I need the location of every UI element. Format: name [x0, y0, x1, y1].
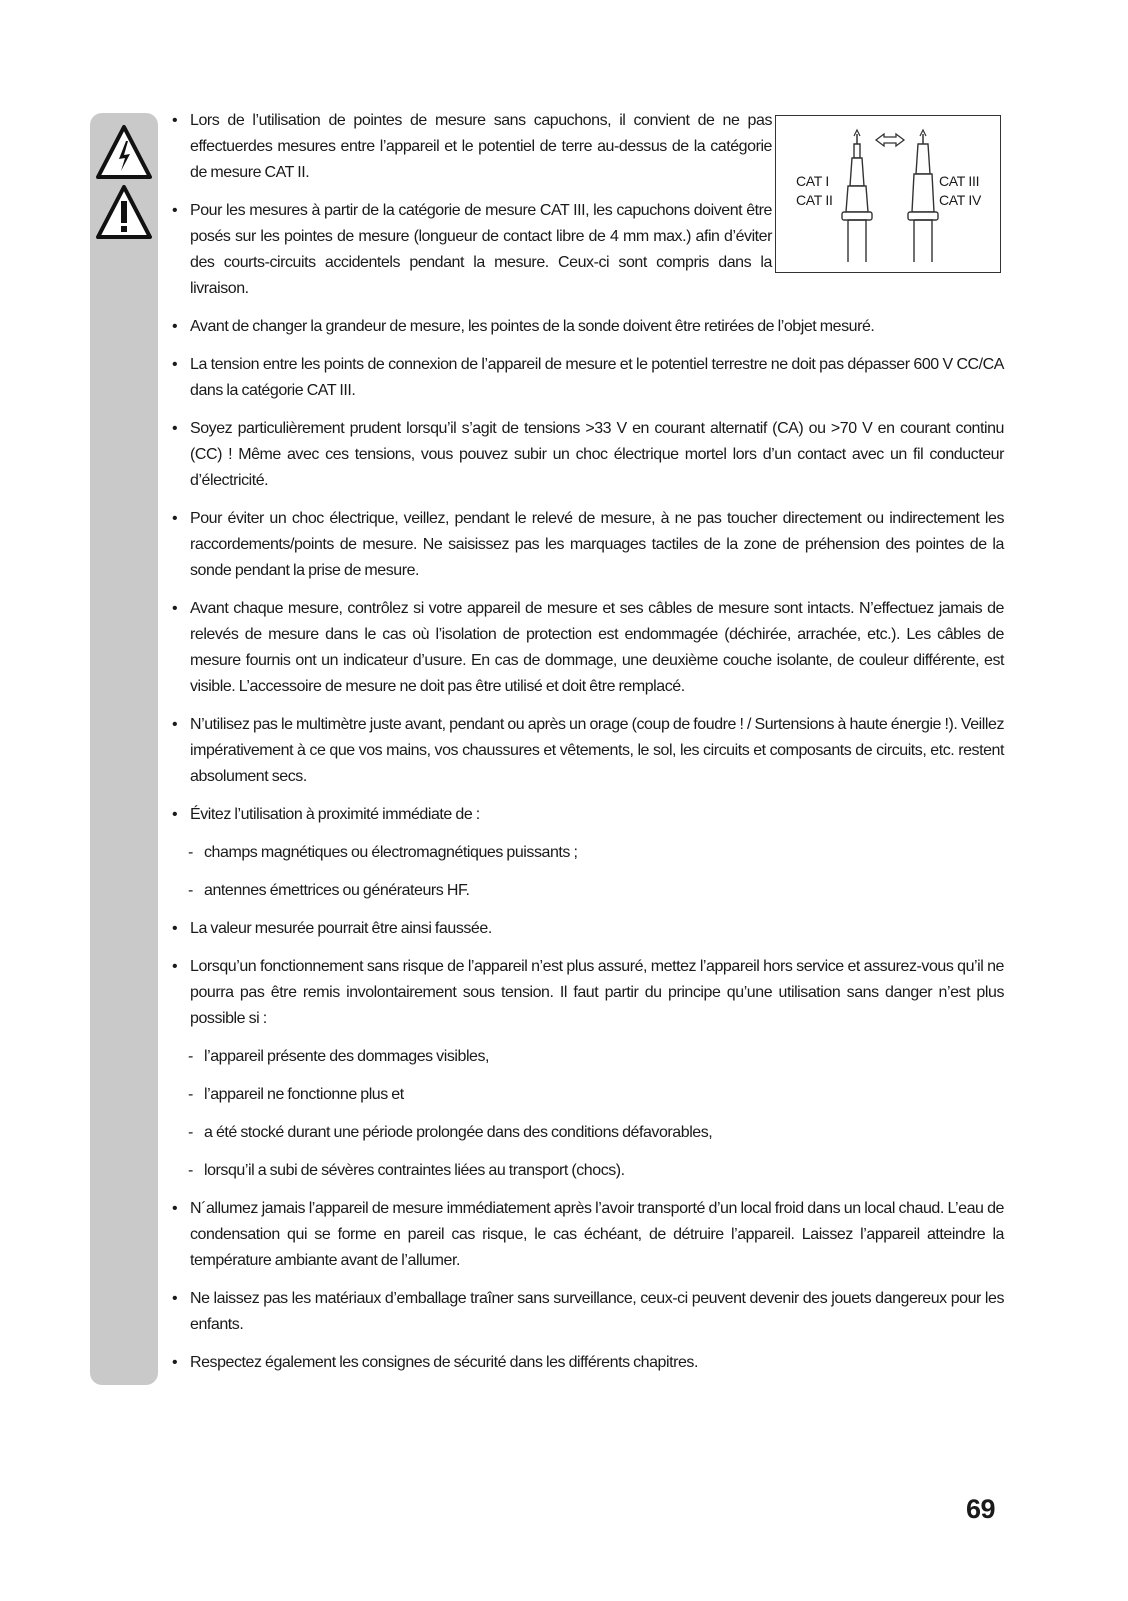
- page-number: 69: [966, 1494, 996, 1524]
- cat-2-label: CAT II: [796, 192, 833, 208]
- sub-list-item: - champs magnétiques ou électromagnétiques puissants ;: [188, 844, 578, 861]
- list-item: • Pour éviter un choc électrique, veillez, pendant le relevé de mesure, à ne pas toucher directement ou indirectement les raccordements/points de mesure. Ne saisissez pas les marquages tactiles de la zone de préhension des pointes de la sonde pendant la prise de mesure.: [172, 510, 1004, 579]
- cat-4-label: CAT IV: [939, 192, 982, 208]
- electric-hazard-icon: [94, 123, 154, 185]
- list-item: • N´allumez jamais l’appareil de mesure immédiatement après l’avoir transporté d’un local froid dans un local chaud. L’eau de condensation qui se forme en pareil cas risque, le cas échéant, de détruire l’appareil. Laissez l’appareil atteindre la température ambiante avant de l’allumer.: [172, 1200, 1004, 1269]
- list-item: • Évitez l’utilisation à proximité immédiate de :: [172, 806, 480, 823]
- list-item: • Avant chaque mesure, contrôlez si votre appareil de mesure et ses câbles de mesure sont intacts. N’effectuez jamais de relevés de mesure dans le cas où l’isolation de protection est endommagée (déchirée, arrachée, etc.). Les câbles de mesure fournis ont un indicateur d’usure. En cas de dommage, une deuxième couche isolante, de couleur différente, est visible. L’accessoire de mesure ne doit pas être utilisé et doit être remplacé.: [172, 600, 1004, 695]
- sub-list-item: - antennes émettrices ou générateurs HF.: [188, 882, 470, 899]
- sub-list-item: - lorsqu’il a subi de sévères contraintes liées au transport (chocs).: [188, 1162, 625, 1179]
- list-item: • Avant de changer la grandeur de mesure, les pointes de la sonde doivent être retirées de l’objet mesuré.: [172, 318, 875, 335]
- warning-sidebar: [90, 113, 158, 1385]
- list-item: • Pour les mesures à partir de la catégorie de mesure CAT III, les capuchons doivent être posés sur les pointes de mesure (longueur de contact libre de 4 mm max.) afin d’éviter des courts-circuits accidentels pendant la mesure. Ceux-ci sont compris dans la livraison.: [172, 202, 772, 297]
- list-item: • Respectez également les consignes de sécurité dans les différents chapitres.: [172, 1354, 698, 1371]
- list-item: • Soyez particulièrement prudent lorsqu’il s’agit de tensions >33 V en courant alternatif (CA) ou >70 V en courant continu (CC) ! Même avec ces tensions, vous pouvez subir un choc électrique mortel lors d’un contact avec un fil conducteur d’électricité.: [172, 420, 1004, 489]
- sub-list-item: - l’appareil présente des dommages visibles,: [188, 1048, 490, 1065]
- list-item: • La valeur mesurée pourrait être ainsi faussée.: [172, 920, 492, 937]
- list-item: • La tension entre les points de connexion de l’appareil de mesure et le potentiel terrestre ne doit pas dépasser 600 V CC/CA dans la catégorie CAT III.: [172, 356, 1004, 399]
- cat-3-label: CAT III: [939, 173, 980, 189]
- list-item: • Lors de l’utilisation de pointes de mesure sans capuchons, il convient de ne pas effectuerdes mesures entre l’appareil et le potentiel de terre au-dessus de la catégorie de mesure CAT II.: [172, 112, 772, 181]
- cat-1-label: CAT I: [796, 173, 829, 189]
- safety-instructions: [172, 108, 1004, 1388]
- list-item: • N’utilisez pas le multimètre juste avant, pendant ou après un orage (coup de foudre ! / Surtensions à haute énergie !). Veillez impérativement à ce que vos mains, vos chaussures et vêtements, le sol, les circuits et composants de circuits, etc. restent absolument secs.: [172, 716, 1004, 785]
- list-item: • Lorsqu’un fonctionnement sans risque de l’appareil n’est plus assuré, mettez l’appareil hors service et assurez-vous qu’il ne pourra pas être remis involontairement sous tension. Il faut partir du principe qu’une utilisation sans danger n’est plus possible si :: [172, 958, 1004, 1027]
- caution-icon: [94, 183, 154, 245]
- sub-list-item: - a été stocké durant une période prolongée dans des conditions défavorables,: [188, 1124, 713, 1141]
- sub-list-item: - l’appareil ne fonctionne plus et: [188, 1086, 404, 1103]
- list-item: • Ne laissez pas les matériaux d’emballage traîner sans surveillance, ceux-ci peuvent devenir des jouets dangereux pour les enfants.: [172, 1290, 1004, 1333]
